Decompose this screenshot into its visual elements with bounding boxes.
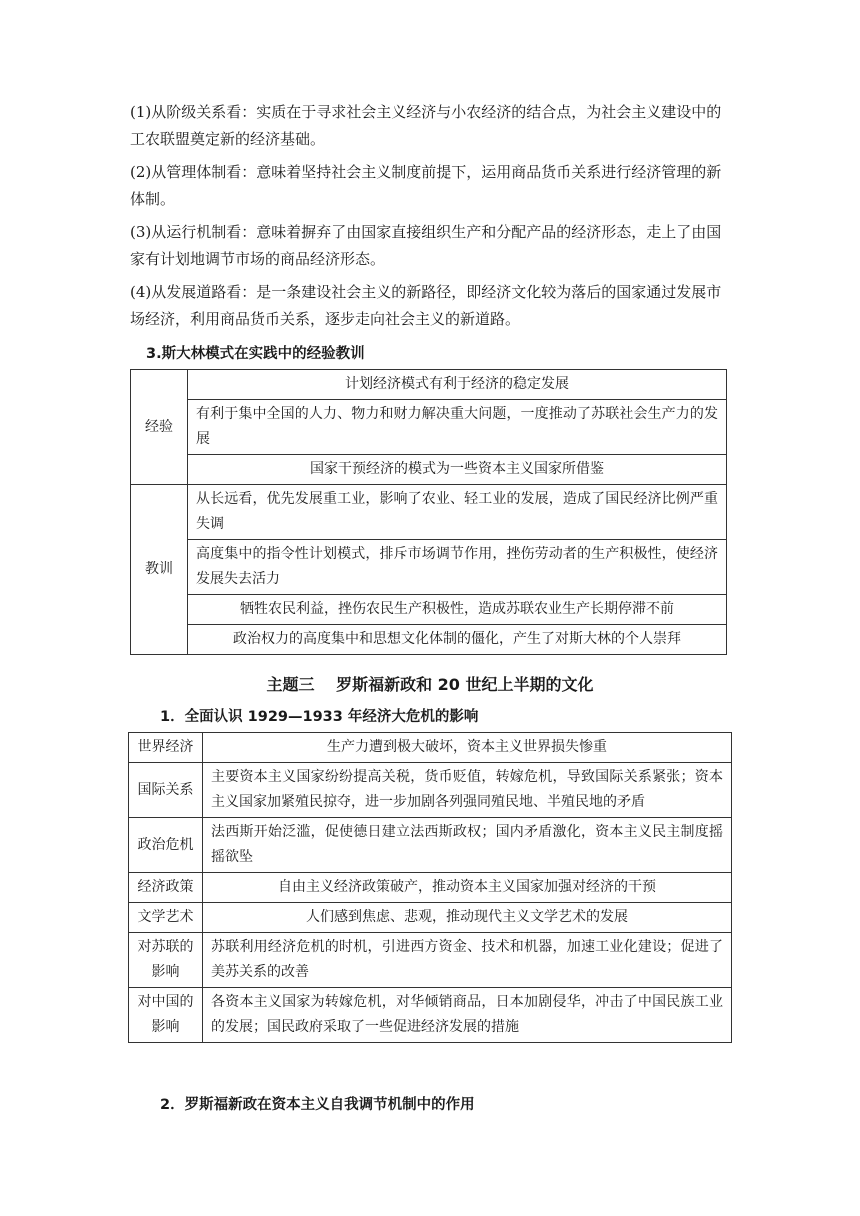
- experience-item: 国家干预经济的模式为一些资本主义国家所借鉴: [188, 455, 727, 485]
- paragraph-class-relations: (1)从阶级关系看：实质在于寻求社会主义经济与小农经济的结合点，为社会主义建设中的工农联盟奠定新的经济基础。: [130, 103, 722, 148]
- table-row: [131, 625, 727, 655]
- table-row: [129, 988, 732, 1043]
- row-label: 对中国的影响: [129, 988, 203, 1043]
- row-label: 世界经济: [129, 733, 203, 763]
- stalin-model-table: [130, 369, 727, 655]
- lesson-label: 教训: [131, 485, 188, 655]
- row-content: 人们感到焦虑、悲观，推动现代主义文学艺术的发展: [203, 903, 732, 933]
- table-row: [131, 370, 727, 400]
- paragraph-operation-mechanism: (3)从运行机制看：意味着摒弃了由国家直接组织生产和分配产品的经济形态，走上了由国家有计划地调节市场的商品经济形态。: [130, 223, 722, 268]
- row-content: 苏联利用经济危机的时机，引进西方资金、技术和机器，加速工业化建设；促进了美苏关系的改善: [203, 933, 732, 988]
- experience-item: 计划经济模式有利于经济的稳定发展: [188, 370, 727, 400]
- paragraph-development-path: (4)从发展道路看：是一条建设社会主义的新路径，即经济文化较为落后的国家通过发展市场经济，利用商品货币关系，逐步走向社会主义的新道路。: [130, 283, 722, 328]
- table-row: [131, 400, 727, 455]
- section-heading-crisis-impact: 1．全面认识 1929—1933 年经济大危机的影响: [160, 709, 479, 725]
- row-label: 国际关系: [129, 763, 203, 818]
- row-content: 各资本主义国家为转嫁危机，对华倾销商品，日本加剧侵华，冲击了中国民族工业的发展；国民政府采取了一些促进经济发展的措施: [203, 988, 732, 1043]
- experience-label: 经验: [131, 370, 188, 485]
- table-row: [131, 540, 727, 595]
- table-row: [129, 933, 732, 988]
- table-row: [129, 873, 732, 903]
- table-row: [129, 818, 732, 873]
- lesson-item: 政治权力的高度集中和思想文化体制的僵化，产生了对斯大林的个人崇拜: [188, 625, 727, 655]
- table-row: [129, 763, 732, 818]
- row-label: 对苏联的影响: [129, 933, 203, 988]
- row-content: 法西斯开始泛滥，促使德日建立法西斯政权；国内矛盾激化，资本主义民主制度摇摇欲坠: [203, 818, 732, 873]
- lesson-item: 高度集中的指令性计划模式，排斥市场调节作用，挫伤劳动者的生产积极性，使经济发展失去活力: [188, 540, 727, 595]
- row-content: 主要资本主义国家纷纷提高关税，货币贬值，转嫁危机，导致国际关系紧张；资本主义国家加紧殖民掠夺，进一步加剧各列强同殖民地、半殖民地的矛盾: [203, 763, 732, 818]
- topic-title: 主题三 罗斯福新政和 20 世纪上半期的文化: [266, 675, 594, 694]
- row-label: 经济政策: [129, 873, 203, 903]
- paragraph-management-system: (2)从管理体制看：意味着坚持社会主义制度前提下，运用商品货币关系进行经济管理的新体制。: [130, 163, 722, 208]
- section-heading-stalin-model: 3.斯大林模式在实践中的经验教训: [146, 346, 365, 362]
- row-content: 自由主义经济政策破产，推动资本主义国家加强对经济的干预: [203, 873, 732, 903]
- table-row: [131, 595, 727, 625]
- lesson-item: 牺牲农民利益，挫伤农民生产积极性，造成苏联农业生产长期停滞不前: [188, 595, 727, 625]
- table-row: [131, 485, 727, 540]
- row-content: 生产力遭到极大破坏，资本主义世界损失惨重: [203, 733, 732, 763]
- experience-item: 有利于集中全国的人力、物力和财力解决重大问题，一度推动了苏联社会生产力的发展: [188, 400, 727, 455]
- section-heading-new-deal: 2．罗斯福新政在资本主义自我调节机制中的作用: [160, 1097, 475, 1113]
- row-label: 政治危机: [129, 818, 203, 873]
- table-row: [129, 903, 732, 933]
- lesson-item: 从长远看，优先发展重工业，影响了农业、轻工业的发展，造成了国民经济比例严重失调: [188, 485, 727, 540]
- table-row: [131, 455, 727, 485]
- crisis-impact-table: [128, 732, 732, 1043]
- row-label: 文学艺术: [129, 903, 203, 933]
- table-row: [129, 733, 732, 763]
